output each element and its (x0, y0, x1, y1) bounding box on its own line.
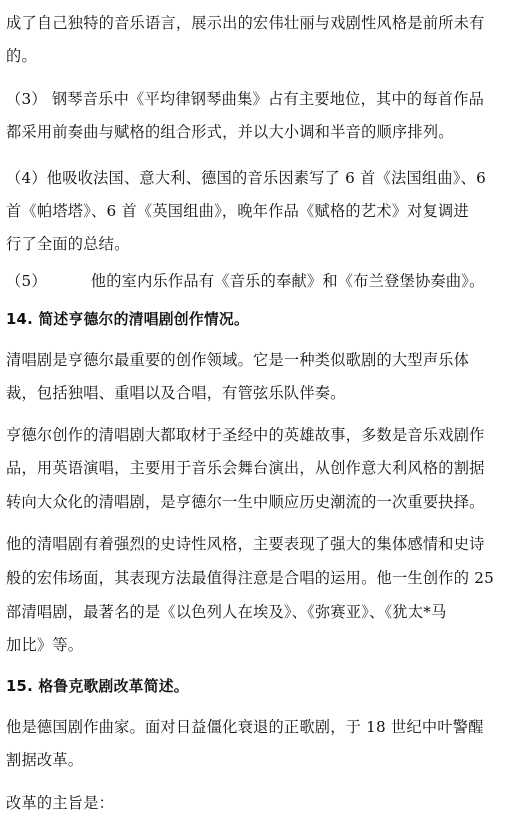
list-item-4: （4）他吸收法国、意大利、德国的音乐因素写了 6 首《法国组曲》、6 (6, 169, 486, 187)
text-line: 割据改革。 (6, 751, 84, 769)
text-line: 清唱剧是亨德尔最重要的创作领域。它是一种类似歌剧的大型声乐体 (6, 351, 470, 369)
text-line: 他的清唱剧有着强烈的史诗性风格，主要表现了强大的集体感情和史诗 (6, 535, 485, 553)
text-line: 般的宏伟场面，其表现方法最值得注意是合唱的运用。他一生创作的 25 (6, 569, 495, 587)
text-line: 改革的主旨是： (6, 794, 115, 812)
section-heading-15: 15. 格鲁克歌剧改革简述。 (6, 678, 189, 695)
text-line: 转向大众化的清唱剧，是亨德尔一生中顺应历史潮流的一次重要抉择。 (6, 493, 485, 511)
text-line: 亨德尔创作的清唱剧大都取材于圣经中的英雄故事，多数是音乐戏剧作 (6, 426, 485, 444)
text-line: 裁，包括独唱、重唱以及合唱，有管弦乐队伴奏。 (6, 384, 346, 402)
text-line: 品，用英语演唱，主要用于音乐会舞台演出，从创作意大利风格的割据 (6, 459, 485, 477)
text-line: 他是德国剧作曲家。面对日益僵化衰退的正歌剧，于 18 世纪中叶警醒 (6, 718, 484, 736)
list-item-5 (6, 270, 485, 292)
document-page (6, 0, 516, 838)
text-line: 他的室内乐作品有《音乐的奉献》和《布兰登堡协奏曲》。 (90, 272, 485, 290)
text-line: 首《帕塔塔》、6 首《英国组曲》，晚年作品《赋格的艺术》对复调进 (6, 202, 469, 220)
text-line: 行了全面的总结。 (6, 235, 130, 253)
text-line: 成了自己独特的音乐语言，展示出的宏伟壮丽与戏剧性风格是前所未有 (6, 14, 485, 32)
list-marker: （5） (6, 272, 47, 290)
list-item-3: （3） 钢琴音乐中《平均律钢琴曲集》占有主要地位，其中的每首作品 (6, 90, 485, 108)
section-heading-14: 14. 简述亨德尔的清唱剧创作情况。 (6, 311, 250, 328)
text-line: 加比》等。 (6, 636, 84, 654)
text-line: 都采用前奏曲与赋格的组合形式，并以大小调和半音的顺序排列。 (6, 123, 454, 141)
text-line: 部清唱剧，最著名的是《以色列人在埃及》、《弥赛亚》、《犹太*马 (6, 603, 447, 621)
text-line: 的。 (6, 47, 37, 65)
